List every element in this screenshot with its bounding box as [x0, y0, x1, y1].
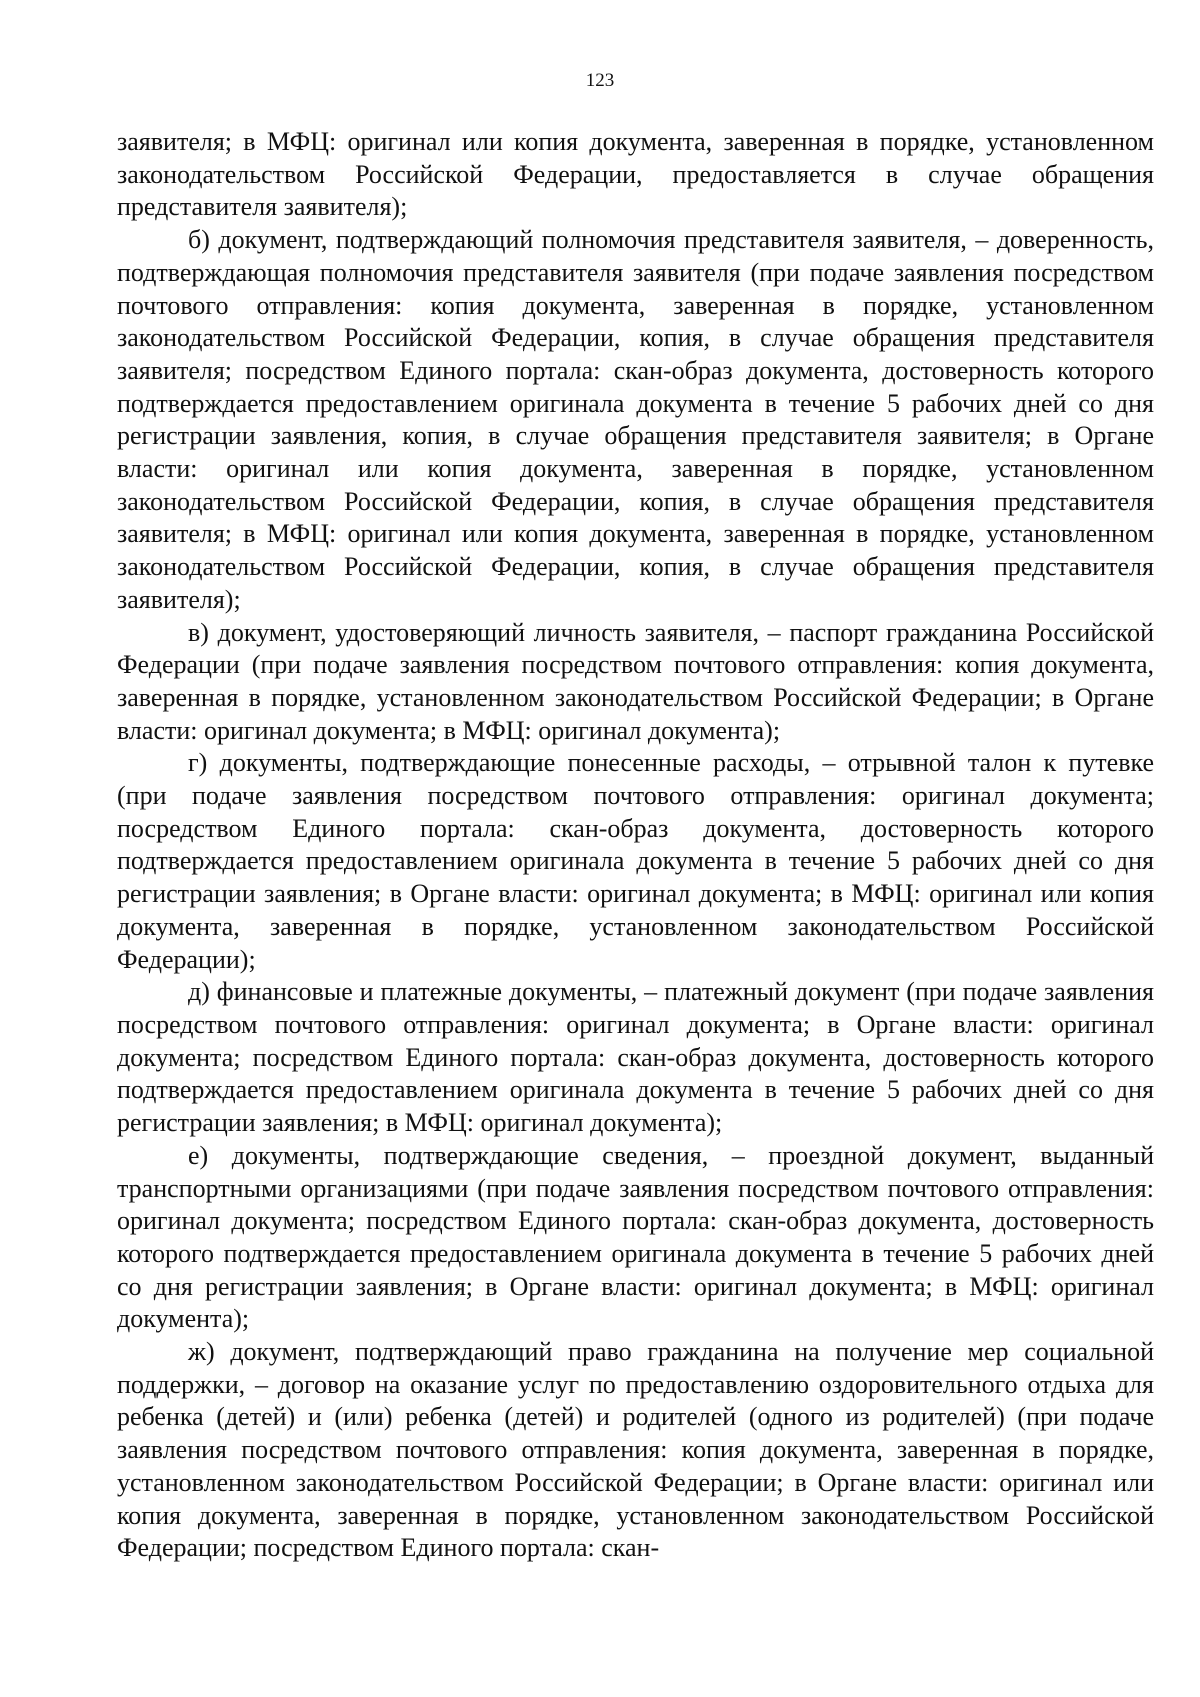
- paragraph-text: финансовые и платежные документы, – платежный документ (при подаче заявления посредством почтового отправления: оригинал документа; в Органе власти: оригинал документа; посредством Единого портала: скан-образ документа, достоверность которого подтверждается предоставлением оригинала документа в течение 5 рабочих дней со дня регистрации заявления; в МФЦ: оригинал документа);: [117, 977, 1155, 1138]
- paragraph-text: документы, подтверждающие понесенные расходы, – отрывной талон к путевке (при подаче заявления посредством почтового отправления: оригинал документа; посредством Единого портала: скан-образ документа, достоверность которого подтверждается предоставлением оригинала документа в течение 5 рабочих дней со дня регистрации заявления; в Органе власти: оригинал документа; в МФЦ: оригинал или копия документа, заверенная в порядке, установленном законодательством Российской Федерации);: [117, 748, 1155, 974]
- paragraph-continuation: [117, 126, 1154, 224]
- paragraph-text: документ, подтверждающий право гражданина на получение мер социальной поддержки, – договор на оказание услуг по предоставлению оздоровительного отдыха для ребенка (детей) и (или) ребенка (детей) и родителей (одного из родителей) (при подаче заявления посредством почтового отправления: копия документа, заверенная в порядке, установленном законодательством Российской Федерации; в Органе власти: оригинал или копия документа, заверенная в порядке, установленном законодательством Российской Федерации; посредством Единого портала: скан-: [117, 1337, 1155, 1563]
- list-item-zh: [117, 1336, 1154, 1565]
- paragraph-text: документы, подтверждающие сведения, – проездной документ, выданный транспортными организациями (при подаче заявления посредством почтового отправления: оригинал документа; посредством Единого портала: скан-образ документа, достоверность которого подтверждается предоставлением оригинала документа в течение 5 рабочих дней со дня регистрации заявления; в Органе власти: оригинал документа; в МФЦ: оригинал документа);: [117, 1140, 1154, 1334]
- list-item-e: [117, 1140, 1154, 1336]
- list-marker: б): [188, 225, 210, 255]
- list-marker: е): [188, 1140, 209, 1170]
- list-marker: д): [188, 977, 210, 1007]
- list-item-g: [117, 747, 1154, 976]
- list-marker: в): [188, 617, 209, 647]
- document-body: [117, 126, 1154, 1565]
- list-item-v: [117, 617, 1154, 748]
- list-item-b: [117, 224, 1154, 616]
- paragraph-text: документ, удостоверяющий личность заявителя, – паспорт гражданина Российской Федерации (при подаче заявления посредством почтового отправления: копия документа, заверенная в порядке, установленном законодательством Российской Федерации; в Органе власти: оригинал документа; в МФЦ: оригинал документа);: [117, 617, 1154, 745]
- list-item-d: [117, 976, 1154, 1140]
- list-marker: г): [188, 748, 208, 778]
- paragraph-text: документ, подтверждающий полномочия представителя заявителя, – доверенность, подтверждающая полномочия представителя заявителя (при подаче заявления посредством почтового отправления: копия документа, заверенная в порядке, установленном законодательством Российской Федерации, копия, в случае обращения представителя заявителя; посредством Единого портала: скан-образ документа, достоверность которого подтверждается предоставлением оригинала документа в течение 5 рабочих дней со дня регистрации заявления, копия, в случае обращения представителя заявителя; в Органе власти: оригинал или копия документа, заверенная в порядке, установленном законодательством Российской Федерации, копия, в случае обращения представителя заявителя; в МФЦ: оригинал или копия документа, заверенная в порядке, установленном законодательством Российской Федерации, копия, в случае обращения представителя заявителя);: [117, 225, 1154, 614]
- page-number: 123: [585, 70, 615, 91]
- paragraph-text: заявителя; в МФЦ: оригинал или копия документа, заверенная в порядке, установленном законодательством Российской Федерации, предоставляется в случае обращения представителя заявителя);: [117, 127, 1154, 222]
- list-marker: ж): [188, 1337, 215, 1367]
